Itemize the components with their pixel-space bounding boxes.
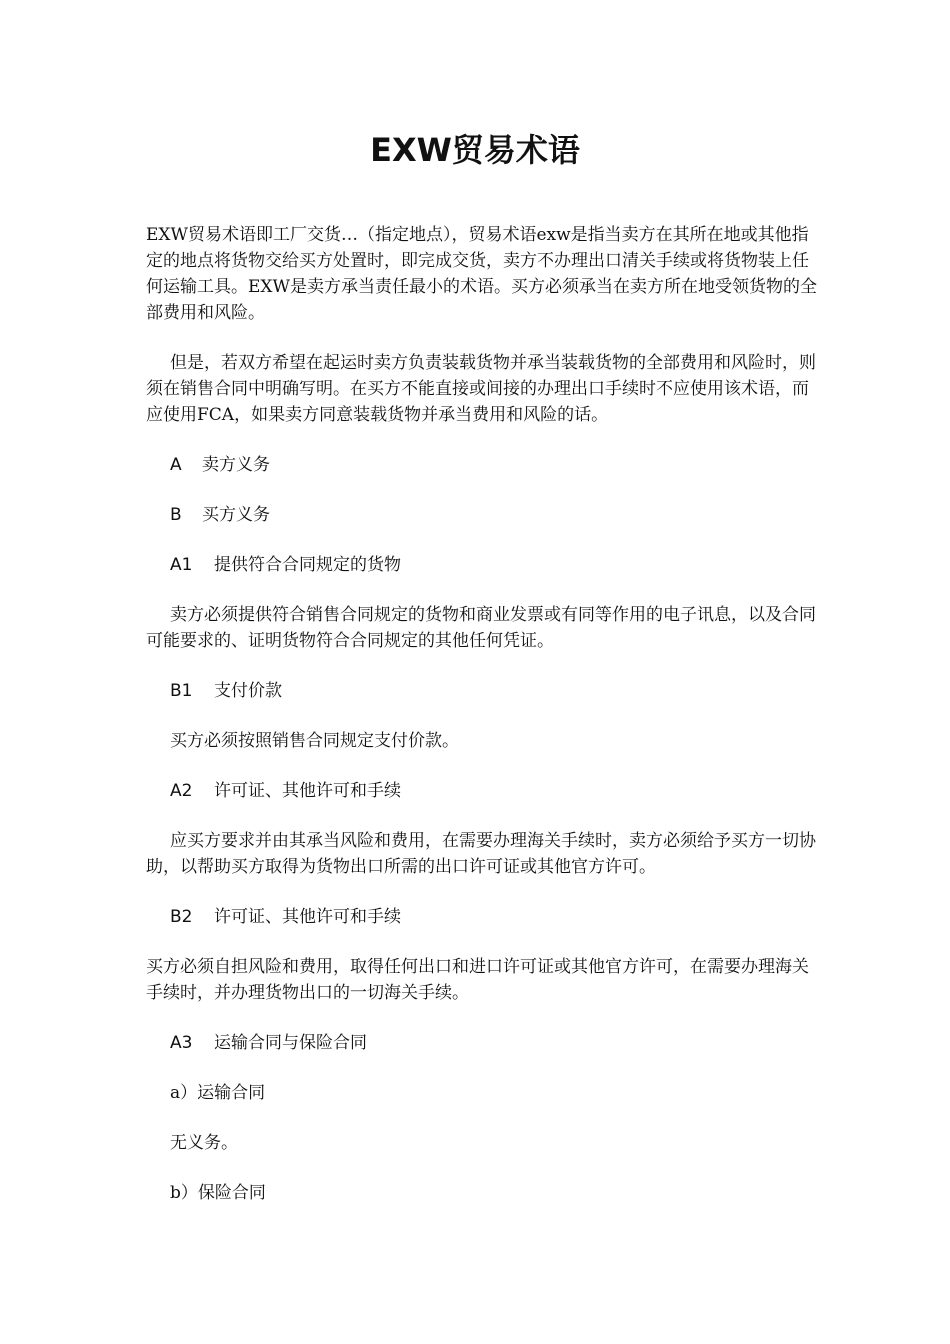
clause-label: 许可证、其他许可和手续 bbox=[214, 907, 401, 927]
a3-sub-a-paragraph: 无义务。 bbox=[170, 1133, 238, 1153]
a3-heading bbox=[146, 1030, 822, 1056]
clause-code: A3 bbox=[170, 1033, 193, 1053]
section-label: 卖方义务 bbox=[202, 455, 270, 475]
section-b-heading bbox=[146, 502, 822, 528]
b2-paragraph: 买方必须自担风险和费用，取得任何出口和进口许可证或其他官方许可，在需要办理海关手续时，并办理货物出口的一切海关手续。 bbox=[146, 957, 809, 1003]
clause-code: B2 bbox=[170, 907, 193, 927]
a1-heading bbox=[146, 552, 822, 578]
b1-heading bbox=[146, 678, 822, 704]
b2-heading bbox=[146, 904, 822, 930]
clause-label: 提供符合合同规定的货物 bbox=[214, 555, 401, 575]
a1-paragraph: 卖方必须提供符合销售合同规定的货物和商业发票或有同等作用的电子讯息，以及合同可能要求的、证明货物符合合同规定的其他任何凭证。 bbox=[146, 605, 816, 651]
a2-paragraph: 应买方要求并由其承当风险和费用，在需要办理海关手续时，卖方必须给予买方一切协助，以帮助买方取得为货物出口所需的出口许可证或其他官方许可。 bbox=[146, 831, 816, 877]
clause-code: A2 bbox=[170, 781, 193, 801]
a3-sub-a-heading: a）运输合同 bbox=[170, 1083, 266, 1103]
clause-code: A1 bbox=[170, 555, 193, 575]
clause-label: 运输合同与保险合同 bbox=[214, 1033, 367, 1053]
however-paragraph: 但是，若双方希望在起运时卖方负责装载货物并承当装载货物的全部费用和风险时，则须在销售合同中明确写明。在买方不能直接或间接的办理出口手续时不应使用该术语，而应使用FCA，如果卖方同意装载货物并承当费用和风险的话。 bbox=[146, 353, 816, 425]
clause-label: 支付价款 bbox=[214, 681, 282, 701]
intro-paragraph: EXW贸易术语即工厂交货…（指定地点），贸易术语exw是指当卖方在其所在地或其他指定的地点将货物交给买方处置时，即完成交货，卖方不办理出口清关手续或将货物装上任何运输工具。EXW是卖方承当责任最小的术语。买方必须承当在卖方所在地受领货物的全部费用和风险。 bbox=[146, 225, 817, 323]
section-a-heading bbox=[146, 452, 822, 478]
document-body bbox=[146, 222, 822, 1206]
b1-paragraph: 买方必须按照销售合同规定支付价款。 bbox=[170, 731, 459, 751]
a3-sub-b-heading: b）保险合同 bbox=[170, 1183, 266, 1203]
a2-heading bbox=[146, 778, 822, 804]
section-label: 买方义务 bbox=[202, 505, 270, 525]
clause-label: 许可证、其他许可和手续 bbox=[214, 781, 401, 801]
clause-code: B1 bbox=[170, 681, 193, 701]
page-title: EXW贸易术语 bbox=[370, 131, 580, 169]
section-code: A bbox=[170, 455, 182, 475]
section-code: B bbox=[170, 505, 182, 525]
